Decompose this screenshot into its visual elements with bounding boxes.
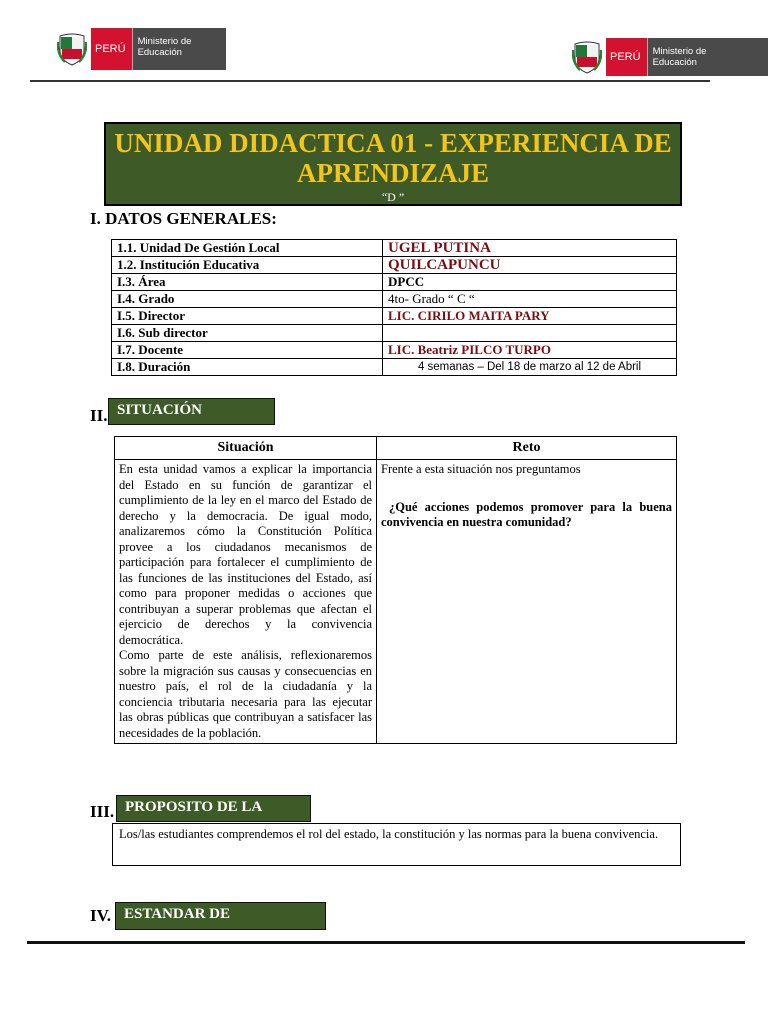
section4-label: ESTANDAR DE: [115, 902, 326, 930]
reto-cell: [377, 460, 677, 744]
peru-label: PERÚ: [89, 28, 132, 70]
peru-coat-of-arms-icon: [570, 38, 604, 76]
situacion-table: [114, 436, 677, 744]
situacion-cell: [115, 460, 377, 744]
table-header-row: [115, 437, 677, 460]
peru-label: PERÚ: [604, 38, 647, 76]
row-value: QUILCAPUNCU: [383, 257, 677, 274]
table-row: [112, 291, 677, 308]
minedu-logo-left: [55, 28, 226, 70]
row-value: UGEL PUTINA: [383, 240, 677, 257]
datos-generales-table: [111, 239, 677, 376]
proposito-box: Los/las estudiantes comprendemos el rol del estado, la constitución y las normas para la buena convivencia.: [112, 823, 681, 866]
row-value: 4to- Grado “ C “: [383, 291, 677, 308]
reto-question: ¿Qué acciones podemos promover para la buena convivencia en nuestra comunidad?: [381, 499, 672, 529]
document-subtitle: “D ”: [381, 190, 405, 204]
section1-heading: I. DATOS GENERALES:: [90, 209, 277, 228]
row-key: I.8. Duración: [112, 359, 383, 376]
table-row: [112, 325, 677, 342]
minedu-logo-right: [570, 38, 768, 76]
row-value: [383, 325, 677, 342]
row-value: LIC. Beatriz PILCO TURPO: [383, 342, 677, 359]
table-row: [112, 240, 677, 257]
footer-rule: [27, 941, 745, 944]
situacion-paragraph: En esta unidad vamos a explicar la importancia del Estado en su función de garantizar el cumplimiento de la ley en el marco del Estado de derecho y la democracia. De igual modo, analizaremos cómo la Constitución Política provee a los ciudadanos mecanismos de participación para fortalecer el cumplimiento de las funciones de las instituciones del Estado, así como para proponer medidas o acciones que contribuyan a superar problemas que afectan el ejercicio de derechos y la convivencia democrática.: [119, 462, 372, 647]
section3-number: III.: [90, 802, 115, 821]
column-header-reto: Reto: [377, 437, 677, 460]
row-key: I.7. Docente: [112, 342, 383, 359]
row-value: LIC. CIRILO MAITA PARY: [383, 308, 677, 325]
table-row: [112, 308, 677, 325]
document-title: UNIDAD DIDACTICA 01 - EXPERIENCIA DE APRENDIZAJE: [114, 128, 672, 188]
table-row: [115, 460, 677, 744]
table-row: [112, 257, 677, 274]
section4-number: IV.: [90, 906, 111, 925]
ministry-label: Ministerio de Educación: [647, 38, 768, 76]
table-row: [112, 359, 677, 376]
section2-number: II.: [90, 406, 108, 425]
row-key: 1.1. Unidad De Gestión Local: [112, 240, 383, 257]
reto-intro: Frente a esta situación nos preguntamos: [381, 462, 581, 476]
title-banner: [104, 122, 682, 206]
row-value: 4 semanas – Del 18 de marzo al 12 de Abril: [383, 359, 677, 376]
row-key: I.6. Sub director: [112, 325, 383, 342]
peru-coat-of-arms-icon: [55, 28, 89, 70]
situacion-paragraph: Como parte de este análisis, reflexionaremos sobre la migración sus causas y consecuencias en nuestro país, el rol de la ciudadanía y la conciencia tributaria necesaria para las ejecutar las obras públicas que contribuyan a satisfacer las necesidades de la población.: [119, 648, 372, 740]
table-row: [112, 342, 677, 359]
section2-label: SITUACIÓN: [108, 398, 275, 425]
row-key: I.4. Grado: [112, 291, 383, 308]
row-value: DPCC: [383, 274, 677, 291]
row-key: 1.2. Institución Educativa: [112, 257, 383, 274]
table-row: [112, 274, 677, 291]
column-header-situacion: Situación: [115, 437, 377, 460]
row-key: I.3. Área: [112, 274, 383, 291]
ministry-label: Ministerio de Educación: [132, 28, 226, 70]
row-key: I.5. Director: [112, 308, 383, 325]
section3-label: PROPOSITO DE LA: [116, 795, 311, 822]
header-rule: [30, 80, 710, 82]
